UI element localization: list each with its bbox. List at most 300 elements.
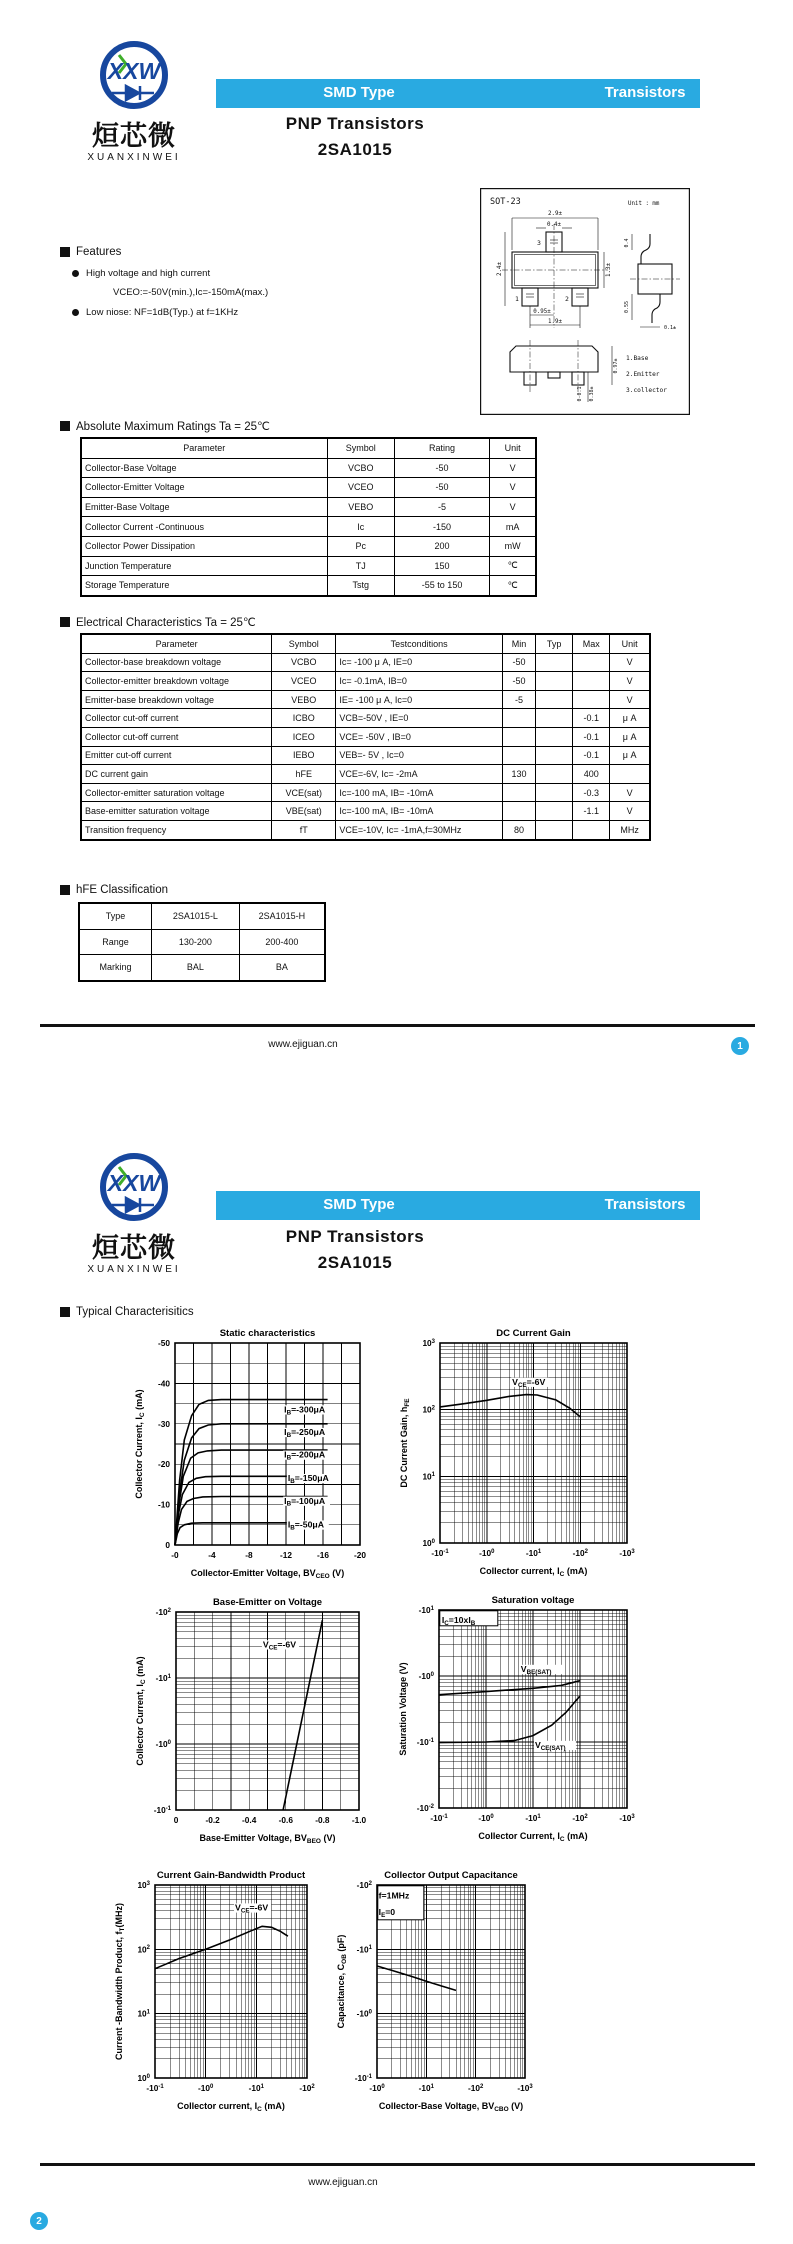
table-cell: mW xyxy=(490,536,536,556)
column-header: Unit xyxy=(610,634,650,653)
y-axis-label: Current -Bandwidth Product, $f_T(MHz)$ xyxy=(114,1903,126,2060)
x-tick-label: $-10^0$ xyxy=(479,1548,495,1558)
x-tick-label: -0.2 xyxy=(205,1815,220,1825)
typical-characteristics-label: Typical Characterisitics xyxy=(76,1306,194,1318)
table-cell: -1.1 xyxy=(573,802,610,821)
table-row xyxy=(81,576,536,596)
x-axis-label: Collector-Emitter Voltage, $BV_{CEO}$ (V) xyxy=(190,1568,345,1580)
table-cell: VCBO xyxy=(327,458,394,478)
table-cell: -50 xyxy=(502,672,535,691)
dim-lead-top: 0.4 xyxy=(624,238,630,248)
chart-label: $I_B=-100\mu A$ xyxy=(284,1495,326,1508)
x-tick-label: -8 xyxy=(245,1550,253,1560)
table-cell: Emitter-Base Voltage xyxy=(81,497,327,517)
feature-subtext: VCEO:=-50V(min.),Ic=-150mA(max.) xyxy=(113,287,269,298)
x-tick-label: $-10^{-1}$ xyxy=(430,1813,448,1823)
x-tick-label: -16 xyxy=(317,1550,329,1560)
table-cell: -0.1 xyxy=(573,746,610,765)
y-tick-label: $10^0$ xyxy=(137,2073,150,2083)
features-heading xyxy=(60,246,121,258)
table-cell: VCE=-10V, Ic= -1mA,f=30MHz xyxy=(336,820,503,839)
table-cell: BAL xyxy=(152,955,240,981)
table-cell: hFE xyxy=(272,765,336,784)
y-tick-label: $-10^{-1}$ xyxy=(354,2073,372,2083)
table-cell: Ic xyxy=(327,517,394,537)
table-cell xyxy=(573,653,610,672)
table-cell: Tstg xyxy=(327,576,394,596)
page-number-badge: 2 xyxy=(30,2212,48,2230)
table-cell: VCE(sat) xyxy=(272,783,336,802)
brand-block xyxy=(74,38,194,163)
y-tick-label: $-10^1$ xyxy=(155,1673,171,1683)
chart-label: $I_B=-250\mu A$ xyxy=(284,1427,326,1440)
table-cell: VEBO xyxy=(272,690,336,709)
hfe-heading xyxy=(60,884,168,896)
chart-grid xyxy=(155,1885,307,2078)
x-axis-label: Collector current, $I_C$ (mA) xyxy=(479,1566,588,1578)
table-cell: Emitter-base breakdown voltage xyxy=(81,690,272,709)
chart-label: $V_{CE}=-6V$ xyxy=(235,1902,269,1915)
table-cell: Storage Temperature xyxy=(81,576,327,596)
dim-pitch: 0.95± xyxy=(533,309,551,315)
pin-legend-emitter: 2.Emitter xyxy=(626,371,660,378)
dim-body-height: 2.4± xyxy=(497,262,503,276)
table-cell: IE= -100 μ A, Ic=0 xyxy=(336,690,503,709)
x-tick-label: $-10^2$ xyxy=(299,2083,315,2093)
y-axis-label: Saturation Voltage (V) xyxy=(398,1662,408,1756)
x-tick-label: 0 xyxy=(173,1815,179,1825)
table-cell: -50 xyxy=(394,478,489,498)
table-cell: Collector-emitter saturation voltage xyxy=(81,783,272,802)
table-cell: V xyxy=(490,458,536,478)
brand-name-en: XUANXINWEI xyxy=(87,1264,181,1276)
table-row xyxy=(79,955,325,981)
square-bullet-icon xyxy=(60,1307,70,1317)
chart-label: f=1MHz xyxy=(378,1890,410,1901)
feature-text: Low niose: NF=1dB(Typ.) at f=1KHz xyxy=(86,307,239,318)
table-cell xyxy=(610,765,650,784)
table-cell xyxy=(536,820,573,839)
table-cell: IEBO xyxy=(272,746,336,765)
table-cell xyxy=(502,727,535,746)
y-tick-label: $-10^2$ xyxy=(155,1607,171,1617)
table-cell: Pc xyxy=(327,536,394,556)
y-tick-label: -20 xyxy=(158,1459,170,1470)
table-cell: Base-emitter saturation voltage xyxy=(81,802,272,821)
table-row xyxy=(81,783,650,802)
abs-max-heading-label: Absolute Maximum Ratings Ta = 25℃ xyxy=(76,421,270,433)
column-header: Symbol xyxy=(272,634,336,653)
y-tick-label: $10^1$ xyxy=(137,2008,150,2019)
x-tick-label: $-10^1$ xyxy=(525,1813,541,1823)
table-header-row xyxy=(81,438,536,458)
abs-max-table xyxy=(80,437,537,597)
table-cell: Collector-base breakdown voltage xyxy=(81,653,272,672)
table-cell: VBE(sat) xyxy=(272,802,336,821)
table-cell: V xyxy=(610,690,650,709)
dim-pin-width: 0.4± xyxy=(547,222,561,228)
chart-grid xyxy=(175,1343,360,1545)
brand-name-en: XUANXINWEI xyxy=(87,152,181,164)
table-row xyxy=(81,727,650,746)
chart-label: $I_B=-300\mu A$ xyxy=(284,1404,326,1417)
table-cell xyxy=(536,672,573,691)
chart-label: $I_E=0$ xyxy=(378,1907,396,1920)
brand-name-cn: 烜芯微 xyxy=(92,1233,176,1264)
table-cell: ℃ xyxy=(490,556,536,576)
table-cell: -0.3 xyxy=(573,783,610,802)
chart-current-gain-bandwidth-product xyxy=(109,1865,321,2118)
square-bullet-icon xyxy=(60,421,70,431)
y-tick-label: $10^2$ xyxy=(137,1944,150,1955)
table-row xyxy=(81,690,650,709)
table-cell xyxy=(536,746,573,765)
chart-label: $I_C=10xI_B$ xyxy=(441,1615,476,1628)
table-cell xyxy=(573,820,610,839)
x-tick-label: $-10^3$ xyxy=(619,1813,635,1823)
x-tick-label: $-10^0$ xyxy=(478,1813,494,1823)
brand-logo xyxy=(79,1150,189,1228)
table-cell: Emitter cut-off current xyxy=(81,746,272,765)
chart-label: $V_{CE}=-6V$ xyxy=(512,1376,546,1389)
footer-url: www.ejiguan.cn xyxy=(268,1039,338,1050)
elec-heading-label: Electrical Characteristics Ta = 25℃ xyxy=(76,617,256,629)
part-number-title: 2SA1015 xyxy=(317,1253,393,1272)
doc-type-title: PNP Transistors xyxy=(285,114,425,133)
table-row xyxy=(81,653,650,672)
table-cell xyxy=(536,653,573,672)
table-cell xyxy=(502,709,535,728)
header-banner xyxy=(216,79,700,108)
table-cell: TJ xyxy=(327,556,394,576)
table-cell: MHz xyxy=(610,820,650,839)
table-cell: 150 xyxy=(394,556,489,576)
x-axis-label: Collector-Base Voltage, $BV_{CBO}$ (V) xyxy=(378,2101,524,2113)
table-cell: V xyxy=(610,672,650,691)
x-tick-label: $-10^1$ xyxy=(248,2083,264,2093)
chart-collector-output-capacitance xyxy=(331,1865,539,2118)
y-tick-label: $10^3$ xyxy=(137,1880,150,1890)
pin-1-label: 1 xyxy=(515,295,519,303)
abs-max-heading xyxy=(60,419,270,433)
y-tick-label: -30 xyxy=(158,1418,170,1429)
table-cell: VCB=-50V , IE=0 xyxy=(336,709,503,728)
x-tick-label: $-10^3$ xyxy=(517,2083,533,2093)
table-cell: Collector-Base Voltage xyxy=(81,458,327,478)
table-cell: mA xyxy=(490,517,536,537)
x-tick-label: -1.0 xyxy=(351,1815,367,1825)
table-cell: 200 xyxy=(394,536,489,556)
y-tick-label: -10 xyxy=(158,1499,170,1510)
chart-curve-COB xyxy=(377,1966,456,1990)
chart-label: $V_{CE(SAT)}$ xyxy=(534,1740,566,1752)
x-axis-label: Collector Current, $I_C$ (mA) xyxy=(478,1831,588,1843)
table-cell: VCEO xyxy=(272,672,336,691)
brand-monogram: XXW xyxy=(107,1170,161,1196)
table-cell: -55 to 150 xyxy=(394,576,489,596)
table-cell: fT xyxy=(272,820,336,839)
package-unit: Unit : mm xyxy=(628,201,660,207)
x-tick-label: $-10^{-1}$ xyxy=(431,1548,449,1558)
table-row xyxy=(81,820,650,839)
y-axis-label: Collector Current, $I_C$ (mA) xyxy=(134,1389,146,1499)
chart-label: $V_{CE}=-6V$ xyxy=(262,1639,297,1652)
hfe-table xyxy=(78,902,326,982)
y-tick-label: -40 xyxy=(158,1378,170,1389)
table-cell xyxy=(536,690,573,709)
hfe-heading-label: hFE Classification xyxy=(76,884,169,896)
dim-lead-thickness: 0.1± xyxy=(664,325,677,331)
banner-left-label: SMD Type xyxy=(323,84,395,101)
table-row xyxy=(81,458,536,478)
table-cell: VCE= -50V , IB=0 xyxy=(336,727,503,746)
table-cell: μ A xyxy=(610,709,650,728)
y-tick-label: $-10^1$ xyxy=(356,1944,372,1955)
chart-label: $I_B=-200\mu A$ xyxy=(284,1449,326,1462)
table-cell: 130 xyxy=(502,765,535,784)
table-cell xyxy=(502,746,535,765)
y-axis-label: Capacitance, $C_{OB}$ (pF) xyxy=(336,1934,348,2029)
table-cell: Range xyxy=(79,929,152,955)
table-cell xyxy=(536,765,573,784)
part-number-title: 2SA1015 xyxy=(317,140,393,159)
table-cell: Ic=-100 mA, IB= -10mA xyxy=(336,783,503,802)
table-row xyxy=(81,802,650,821)
table-cell xyxy=(536,783,573,802)
chart-curve-fT xyxy=(155,1926,288,1968)
banner-left-label: SMD Type xyxy=(323,1196,395,1213)
y-tick-label: $10^0$ xyxy=(422,1538,435,1548)
column-header: Min xyxy=(502,634,535,653)
table-cell: V xyxy=(610,653,650,672)
table-cell: μ A xyxy=(610,727,650,746)
x-tick-label: $-10^1$ xyxy=(418,2083,434,2093)
y-tick-label: 0 xyxy=(165,1540,170,1550)
x-tick-label: $-10^2$ xyxy=(572,1813,588,1823)
table-cell: 2SA1015-H xyxy=(239,903,325,929)
dim-body-width: 2.9± xyxy=(548,211,562,217)
table-cell: Collector cut-off current xyxy=(81,709,272,728)
table-row xyxy=(81,556,536,576)
chart-dc-current-gain xyxy=(394,1323,641,1583)
doc-type-title: PNP Transistors xyxy=(285,1227,425,1246)
table-row xyxy=(79,929,325,955)
table-cell: Collector cut-off current xyxy=(81,727,272,746)
table-cell: VEBO xyxy=(327,497,394,517)
table-cell: Ic= -100 μ A, IE=0 xyxy=(336,653,503,672)
x-tick-label: -12 xyxy=(280,1550,292,1560)
y-axis-label: DC Current Gain, $h_{FE}$ xyxy=(399,1398,411,1488)
x-axis-label: Base-Emitter Voltage, $BV_{BEO}$ (V) xyxy=(199,1833,336,1845)
table-cell: VCE=-6V, Ic= -2mA xyxy=(336,765,503,784)
table-cell: 130-200 xyxy=(152,929,240,955)
table-row xyxy=(81,497,536,517)
table-cell xyxy=(573,672,610,691)
package-outline-drawing xyxy=(480,188,690,415)
table-cell xyxy=(502,802,535,821)
chart-label: $I_B=-150\mu A$ xyxy=(287,1473,329,1486)
table-cell: Collector-emitter breakdown voltage xyxy=(81,672,272,691)
chart-label: $I_B=-50\mu A$ xyxy=(287,1519,325,1532)
square-bullet-icon xyxy=(60,247,70,257)
x-tick-label: -4 xyxy=(208,1550,216,1560)
pin-2-label: 2 xyxy=(565,295,569,303)
chart-label: $V_{BE(SAT)}$ xyxy=(520,1663,552,1676)
table-cell: ICEO xyxy=(272,727,336,746)
x-axis-label: Collector current, $I_C$ (mA) xyxy=(177,2101,285,2113)
pin-legend-collector: 3.collector xyxy=(626,387,667,394)
table-cell: V xyxy=(490,497,536,517)
y-tick-label: $10^1$ xyxy=(422,1471,435,1482)
x-tick-label: $-10^0$ xyxy=(369,2083,385,2093)
typical-characteristics-heading xyxy=(60,1306,194,1318)
y-axis-label: Collector Current, $I_C$ (mA) xyxy=(135,1656,147,1766)
y-tick-label: $-10^{-2}$ xyxy=(416,1803,434,1813)
chart-curve-VBE(SAT) xyxy=(439,1681,580,1695)
footer-rule xyxy=(40,1024,755,1027)
table-cell: -0.1 xyxy=(573,709,610,728)
table-cell: VCEO xyxy=(327,478,394,498)
dim-seating: 0-0.1 xyxy=(577,386,583,402)
y-tick-label: $-10^{-1}$ xyxy=(153,1805,171,1815)
dim-inner-height: 1.3± xyxy=(606,263,612,277)
table-cell: V xyxy=(610,802,650,821)
package-name: SOT-23 xyxy=(490,197,521,207)
y-tick-label: $-10^0$ xyxy=(418,1671,434,1681)
table-cell: 80 xyxy=(502,820,535,839)
elec-table xyxy=(80,633,651,841)
chart-saturation-voltage xyxy=(393,1590,641,1848)
chart-grid xyxy=(440,1343,627,1543)
table-cell: Collector Power Dissipation xyxy=(81,536,327,556)
table-cell: ICBO xyxy=(272,709,336,728)
y-tick-label: $-10^{-1}$ xyxy=(416,1737,434,1747)
table-cell: BA xyxy=(239,955,325,981)
column-header: Parameter xyxy=(81,634,272,653)
chart-title: DC Current Gain xyxy=(496,1328,571,1339)
x-tick-label: -0 xyxy=(171,1550,179,1560)
table-cell: -0.1 xyxy=(573,727,610,746)
table-cell: V xyxy=(610,783,650,802)
table-row xyxy=(81,672,650,691)
table-cell: 200-400 xyxy=(239,929,325,955)
table-cell: Junction Temperature xyxy=(81,556,327,576)
chart-title: Base-Emitter on Voltage xyxy=(212,1597,323,1608)
x-tick-label: $-10^3$ xyxy=(619,1548,635,1558)
square-bullet-icon xyxy=(60,617,70,627)
y-tick-label: -50 xyxy=(158,1338,170,1348)
table-cell: ℃ xyxy=(490,576,536,596)
chart-static-characteristics xyxy=(129,1323,374,1585)
features-heading-label: Features xyxy=(76,246,122,258)
feature-text: High voltage and high current xyxy=(86,268,211,279)
y-tick-label: $-10^0$ xyxy=(155,1739,171,1749)
table-cell: DC current gain xyxy=(81,765,272,784)
pin-legend-base: 1.Base xyxy=(626,355,649,362)
table-cell: -50 xyxy=(502,653,535,672)
footer-rule xyxy=(40,2163,755,2166)
table-row xyxy=(81,536,536,556)
table-cell: Type xyxy=(79,903,152,929)
column-header: Max xyxy=(573,634,610,653)
column-header: Symbol xyxy=(327,438,394,458)
table-cell: -50 xyxy=(394,458,489,478)
footer-url: www.ejiguan.cn xyxy=(308,2177,378,2188)
table-cell xyxy=(536,802,573,821)
square-bullet-icon xyxy=(60,885,70,895)
table-cell: μ A xyxy=(610,746,650,765)
chart-base-emitter-on-voltage xyxy=(130,1592,373,1850)
y-tick-label: $10^3$ xyxy=(422,1338,435,1348)
table-cell: V xyxy=(490,478,536,498)
table-row xyxy=(79,903,325,929)
banner-right-label: Transistors xyxy=(604,1196,686,1213)
column-header: Parameter xyxy=(81,438,327,458)
brand-logo xyxy=(79,38,189,116)
brand-monogram: XXW xyxy=(107,58,161,84)
table-cell: Collector-Emitter Voltage xyxy=(81,478,327,498)
column-header: Typ xyxy=(536,634,573,653)
brand-block xyxy=(74,1150,194,1275)
y-tick-label: $-10^0$ xyxy=(356,2008,372,2019)
table-cell: Collector Current -Continuous xyxy=(81,517,327,537)
dim-lead-bottom: 0.55 xyxy=(624,300,630,314)
table-cell: 2SA1015-L xyxy=(152,903,240,929)
table-row xyxy=(81,709,650,728)
x-tick-label: $-10^1$ xyxy=(525,1548,542,1558)
x-tick-label: -0.4 xyxy=(242,1815,257,1825)
chart-curve-VCE(SAT) xyxy=(439,1696,580,1743)
table-cell: Ic= -0.1mA, IB=0 xyxy=(336,672,503,691)
x-tick-label: $-10^2$ xyxy=(468,2083,484,2093)
column-header: Testconditions xyxy=(336,634,503,653)
dim-span: 1.9± xyxy=(548,319,562,325)
table-row xyxy=(81,478,536,498)
chart-title: Saturation voltage xyxy=(491,1595,575,1606)
y-tick-label: $-10^2$ xyxy=(356,1880,372,1890)
table-cell xyxy=(502,783,535,802)
round-bullet-icon xyxy=(72,270,79,277)
header-banner xyxy=(216,1191,700,1220)
chart-grid xyxy=(439,1610,627,1808)
table-cell: Marking xyxy=(79,955,152,981)
chart-title: Collector Output Capacitance xyxy=(384,1870,518,1881)
dim-standoff: 0.38± xyxy=(589,386,595,402)
banner-right-label: Transistors xyxy=(604,84,686,101)
round-bullet-icon xyxy=(72,309,79,316)
column-header: Unit xyxy=(490,438,536,458)
chart-title: Current Gain-Bandwidth Product xyxy=(156,1870,306,1881)
table-cell: 400 xyxy=(573,765,610,784)
table-cell: VEB=- 5V , Ic=0 xyxy=(336,746,503,765)
pin-3-label: 3 xyxy=(537,239,541,247)
y-tick-label: $10^2$ xyxy=(422,1404,435,1415)
y-tick-label: $-10^1$ xyxy=(418,1605,434,1615)
x-tick-label: -20 xyxy=(354,1550,366,1560)
feature-item xyxy=(72,268,210,279)
x-tick-label: $-10^0$ xyxy=(198,2083,214,2093)
elec-heading xyxy=(60,615,256,629)
chart-curve-hFE xyxy=(440,1395,580,1417)
table-cell: Ic=-100 mA, IB= -10mA xyxy=(336,802,503,821)
x-tick-label: -0.6 xyxy=(278,1815,293,1825)
table-row xyxy=(81,746,650,765)
x-tick-label: $-10^2$ xyxy=(572,1548,588,1558)
dim-height: 0.97± xyxy=(613,358,619,374)
table-header-row xyxy=(81,634,650,653)
x-tick-label: -0.8 xyxy=(315,1815,330,1825)
chart-border xyxy=(155,1885,307,2078)
